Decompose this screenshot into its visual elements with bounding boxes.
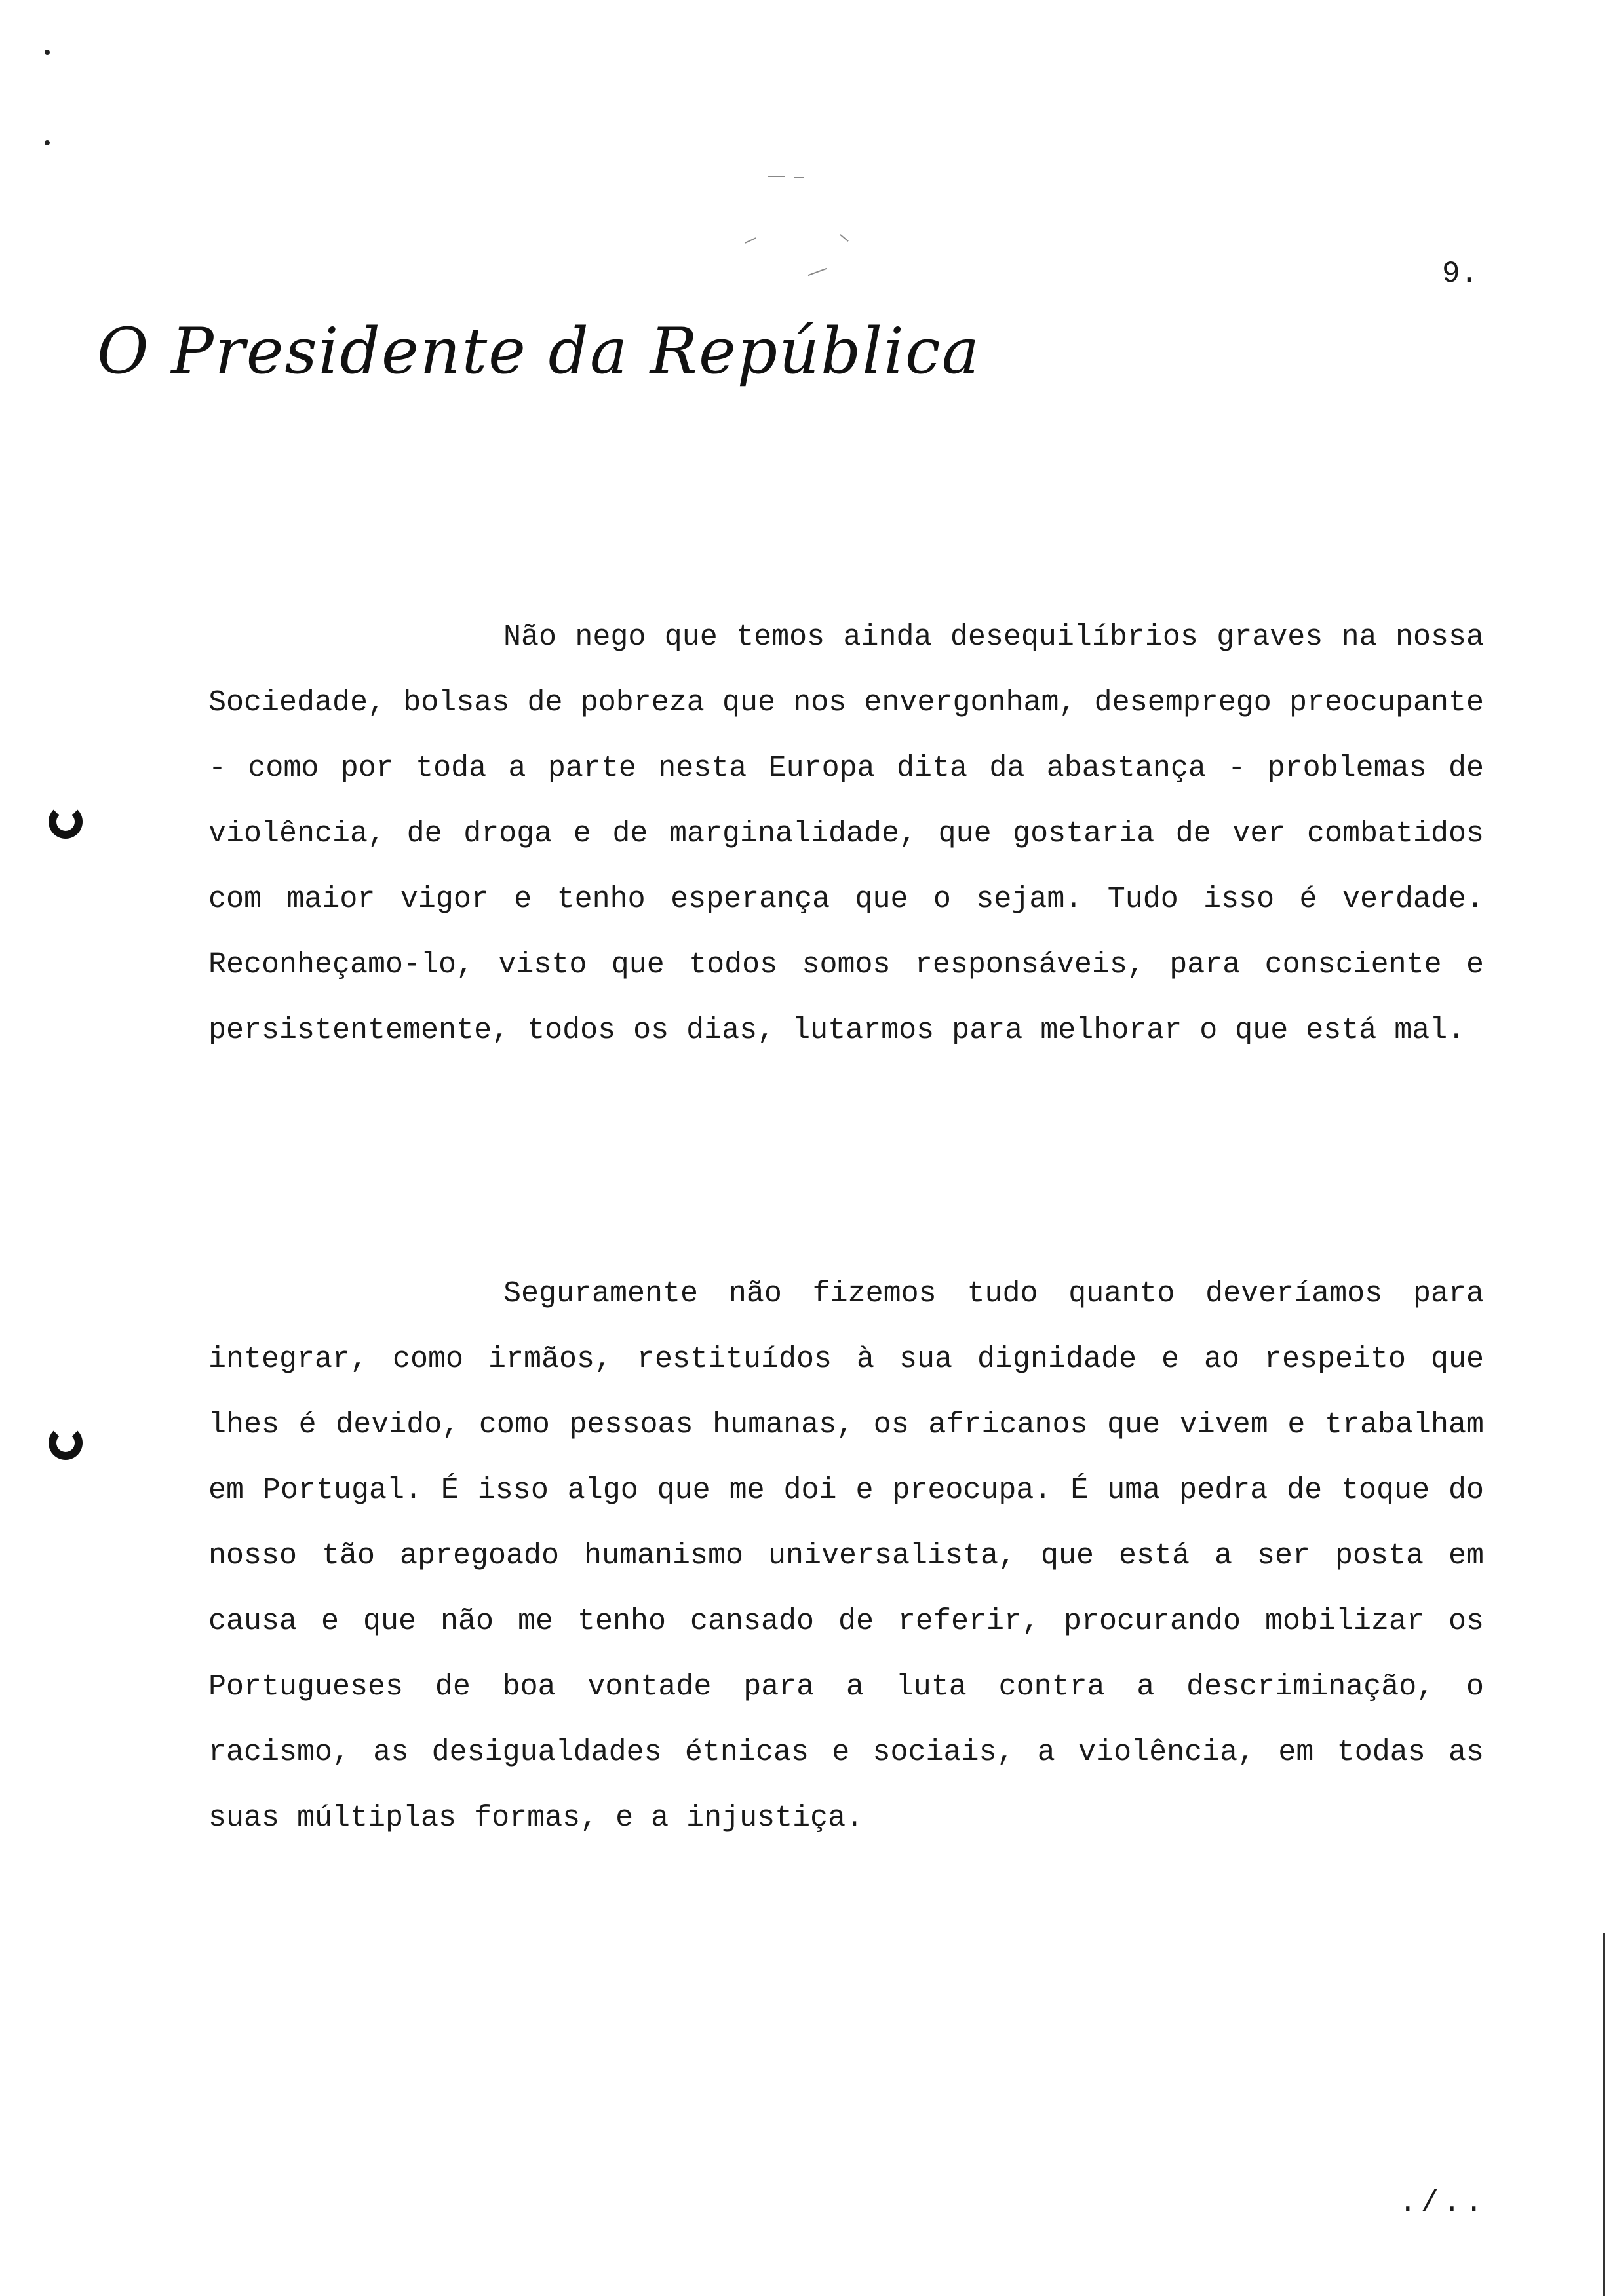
body-paragraph: Seguramente não fizemos tudo quanto deveríamos para integrar, como irmãos, restituídos à sua dignidade e ao respeito que lhes é devido, como pessoas humanas, os africanos que vivem e trabalham em Portugal. É isso algo que me doi e preocupa. É uma pedra de toque do nosso tão apregoado humanismo universalista, que está a ser posta em causa e que não me tenho cansado de referir, procurando mobilizar os Portugueses de boa vontade para a luta contra a descriminação, o racismo, as desigualdades étnicas e sociais, a violência, em todas as suas múltiplas formas, e a injustiça.	[208, 1277, 1484, 1835]
letterhead: O Presidente da República	[97, 315, 981, 388]
page-number: 9.	[1442, 257, 1479, 291]
continuation-mark: ./..	[1399, 2186, 1487, 2220]
scan-dot	[45, 50, 50, 55]
scan-mark	[768, 176, 785, 177]
page-edge-line	[1603, 1933, 1605, 2296]
punch-hole-mark	[49, 1426, 83, 1460]
scan-mark	[808, 268, 827, 276]
scan-mark	[794, 177, 804, 178]
scan-mark	[745, 237, 756, 243]
scan-dot	[45, 140, 50, 145]
punch-hole-mark	[49, 805, 83, 839]
body-paragraph: Não nego que temos ainda desequilíbrios graves na nossa Sociedade, bolsas de pobreza que nos envergonham, desemprego preocupante - como por toda a parte nesta Europa dita da abastança - problemas de violência, de droga e de marginalidade, que gostaria de ver combatidos com maior vigor e tenho esperança que o sejam. Tudo isso é verdade. Reconheçamo-lo, visto que todos somos responsáveis, para consciente e persistentemente, todos os dias, lutarmos para melhorar o que está mal.	[208, 621, 1484, 1047]
scan-mark	[840, 234, 849, 242]
